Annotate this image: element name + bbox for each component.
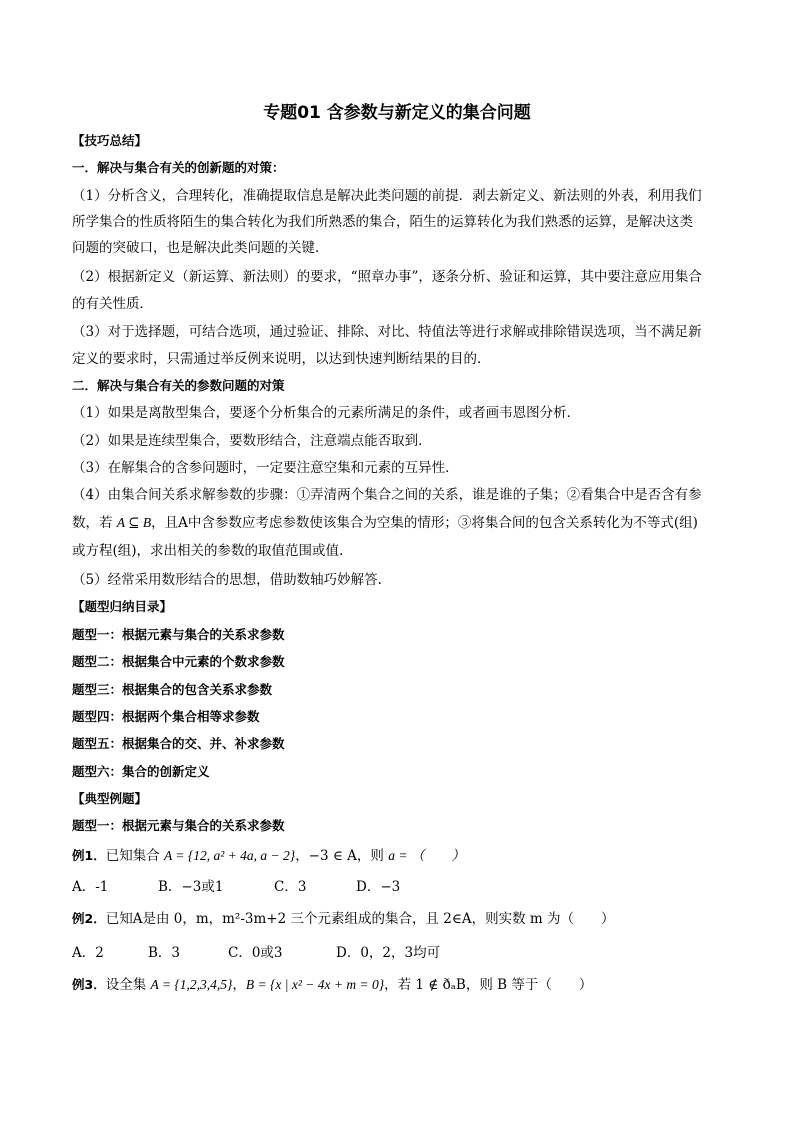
example-2-label: 例2． [72,911,106,926]
example-1-text-a: 已知集合 [105,848,164,864]
s1-line: 问题的突破口，也是解决此类问题的关键． [72,240,329,256]
s2-line [72,514,724,532]
s1-line: （2）根据新定义（新运算、新法则）的要求，“照章办事”，逐条分析、验证和运算，其中要注意应用集合 [72,269,702,285]
s2-line: （2）如果是连续型集合，要数形结合，注意端点能否取到． [72,433,432,449]
s2-line: （1）如果是离散型集合，要逐个分析集合的元素所满足的条件，或者画韦恩图分析． [72,405,581,421]
option-c: C．0或3 [228,945,283,961]
example-1-text-b: ，−3 ∈ A，则 [295,848,389,864]
catalog-item: 题型三：根据集合的包含关系求参数 [72,682,273,697]
option-d: D．0，2，3均可 [336,945,441,961]
example-3-question [72,976,724,994]
section2-title: 二．解决与集合有关的参数问题的对策 [72,378,285,393]
example-3-set-b: B = {x | x² − 4x + m = 0} [245,977,385,992]
catalog-item: 题型四：根据两个集合相等求参数 [72,709,260,724]
s2-line: （3）在解集合的含参问题时，一定要注意空集和元素的互异性． [72,460,459,476]
catalog-item: 题型五：根据集合的交、并、补求参数 [72,736,285,751]
tips-header: 【技巧总结】 [72,133,148,148]
example-2-options [72,944,724,962]
example-3-text-c: ，若 1 ∉ ðₐB，则 B 等于（ ） [384,977,593,993]
example-2-question [72,910,724,928]
s1-line: 的有关性质． [72,296,153,312]
example-1-text-c: a = （ ） [388,848,465,863]
s2-line: （4）由集合间关系求解参数的步骤：①弄清两个集合之间的关系，谁是谁的子集；②看集合中是否含有参 [72,487,702,503]
catalog-item: 题型一：根据元素与集合的关系求参数 [72,627,285,642]
option-d: D．−3 [356,879,401,895]
catalog-item: 题型六：集合的创新定义 [72,764,210,779]
option-a: A．2 [72,945,104,961]
s1-line: （1）分析含义，合理转化，准确提取信息是解决此类问题的前提．剥去新定义、新法则的外表，利用我们 [72,188,702,204]
s2-line: 或方程(组)，求出相关的参数的取值范围或值. [72,543,344,559]
example-3-text-a: 设全集 [105,977,151,993]
option-b: B．3 [148,945,181,961]
example-1-question [72,847,724,865]
example-1-options [72,878,724,896]
page-title: 专题01 含参数与新定义的集合问题 [263,103,531,123]
s1-line: 所学集合的性质将陌生的集合转化为我们所熟悉的集合，陌生的运算转化为我们熟悉的运算，是解决这类 [72,214,693,230]
catalog-header: 【题型归纳目录】 [72,599,173,614]
subset-expression: A ⊆ B [116,515,152,530]
example-2-text: 已知A是由 0，m，m²-3m+2 三个元素组成的集合，且 2∈A，则实数 m 为（ ） [105,911,615,927]
example-3-set-a: A = {1,2,3,4,5} [150,977,233,992]
option-a: A．-1 [72,879,109,895]
examples-header: 【典型例题】 [72,791,148,806]
example-3-text-b: ， [232,977,246,993]
example-1-set: A = {12, a² + 4a, a − 2} [164,848,296,863]
s1-line: 定义的要求时，只需通过举反例来说明，以达到快速判断结果的目的． [72,351,491,367]
option-c: C．3 [274,879,307,895]
example-1-label: 例1． [72,848,106,863]
type1-title: 题型一：根据元素与集合的关系求参数 [72,818,285,833]
s1-line: （3）对于选择题，可结合选项，通过验证、排除、对比、特值法等进行求解或排除错误选项，当不满足新 [72,324,702,340]
s2-line5-a: 数，若 [72,515,117,531]
section1-title: 一．解决与集合有关的创新题的对策： [72,160,285,175]
option-b: B．−3或1 [158,879,224,895]
s2-line: （5）经常采用数形结合的思想，借助数轴巧妙解答. [72,572,382,588]
s2-line5-b: ，且A中含参数应考虑参数使该集合为空集的情形；③将集合间的包含关系转化为不等式(组) [151,515,698,531]
catalog-item: 题型二：根据集合中元素的个数求参数 [72,654,285,669]
example-3-label: 例3． [72,977,106,992]
